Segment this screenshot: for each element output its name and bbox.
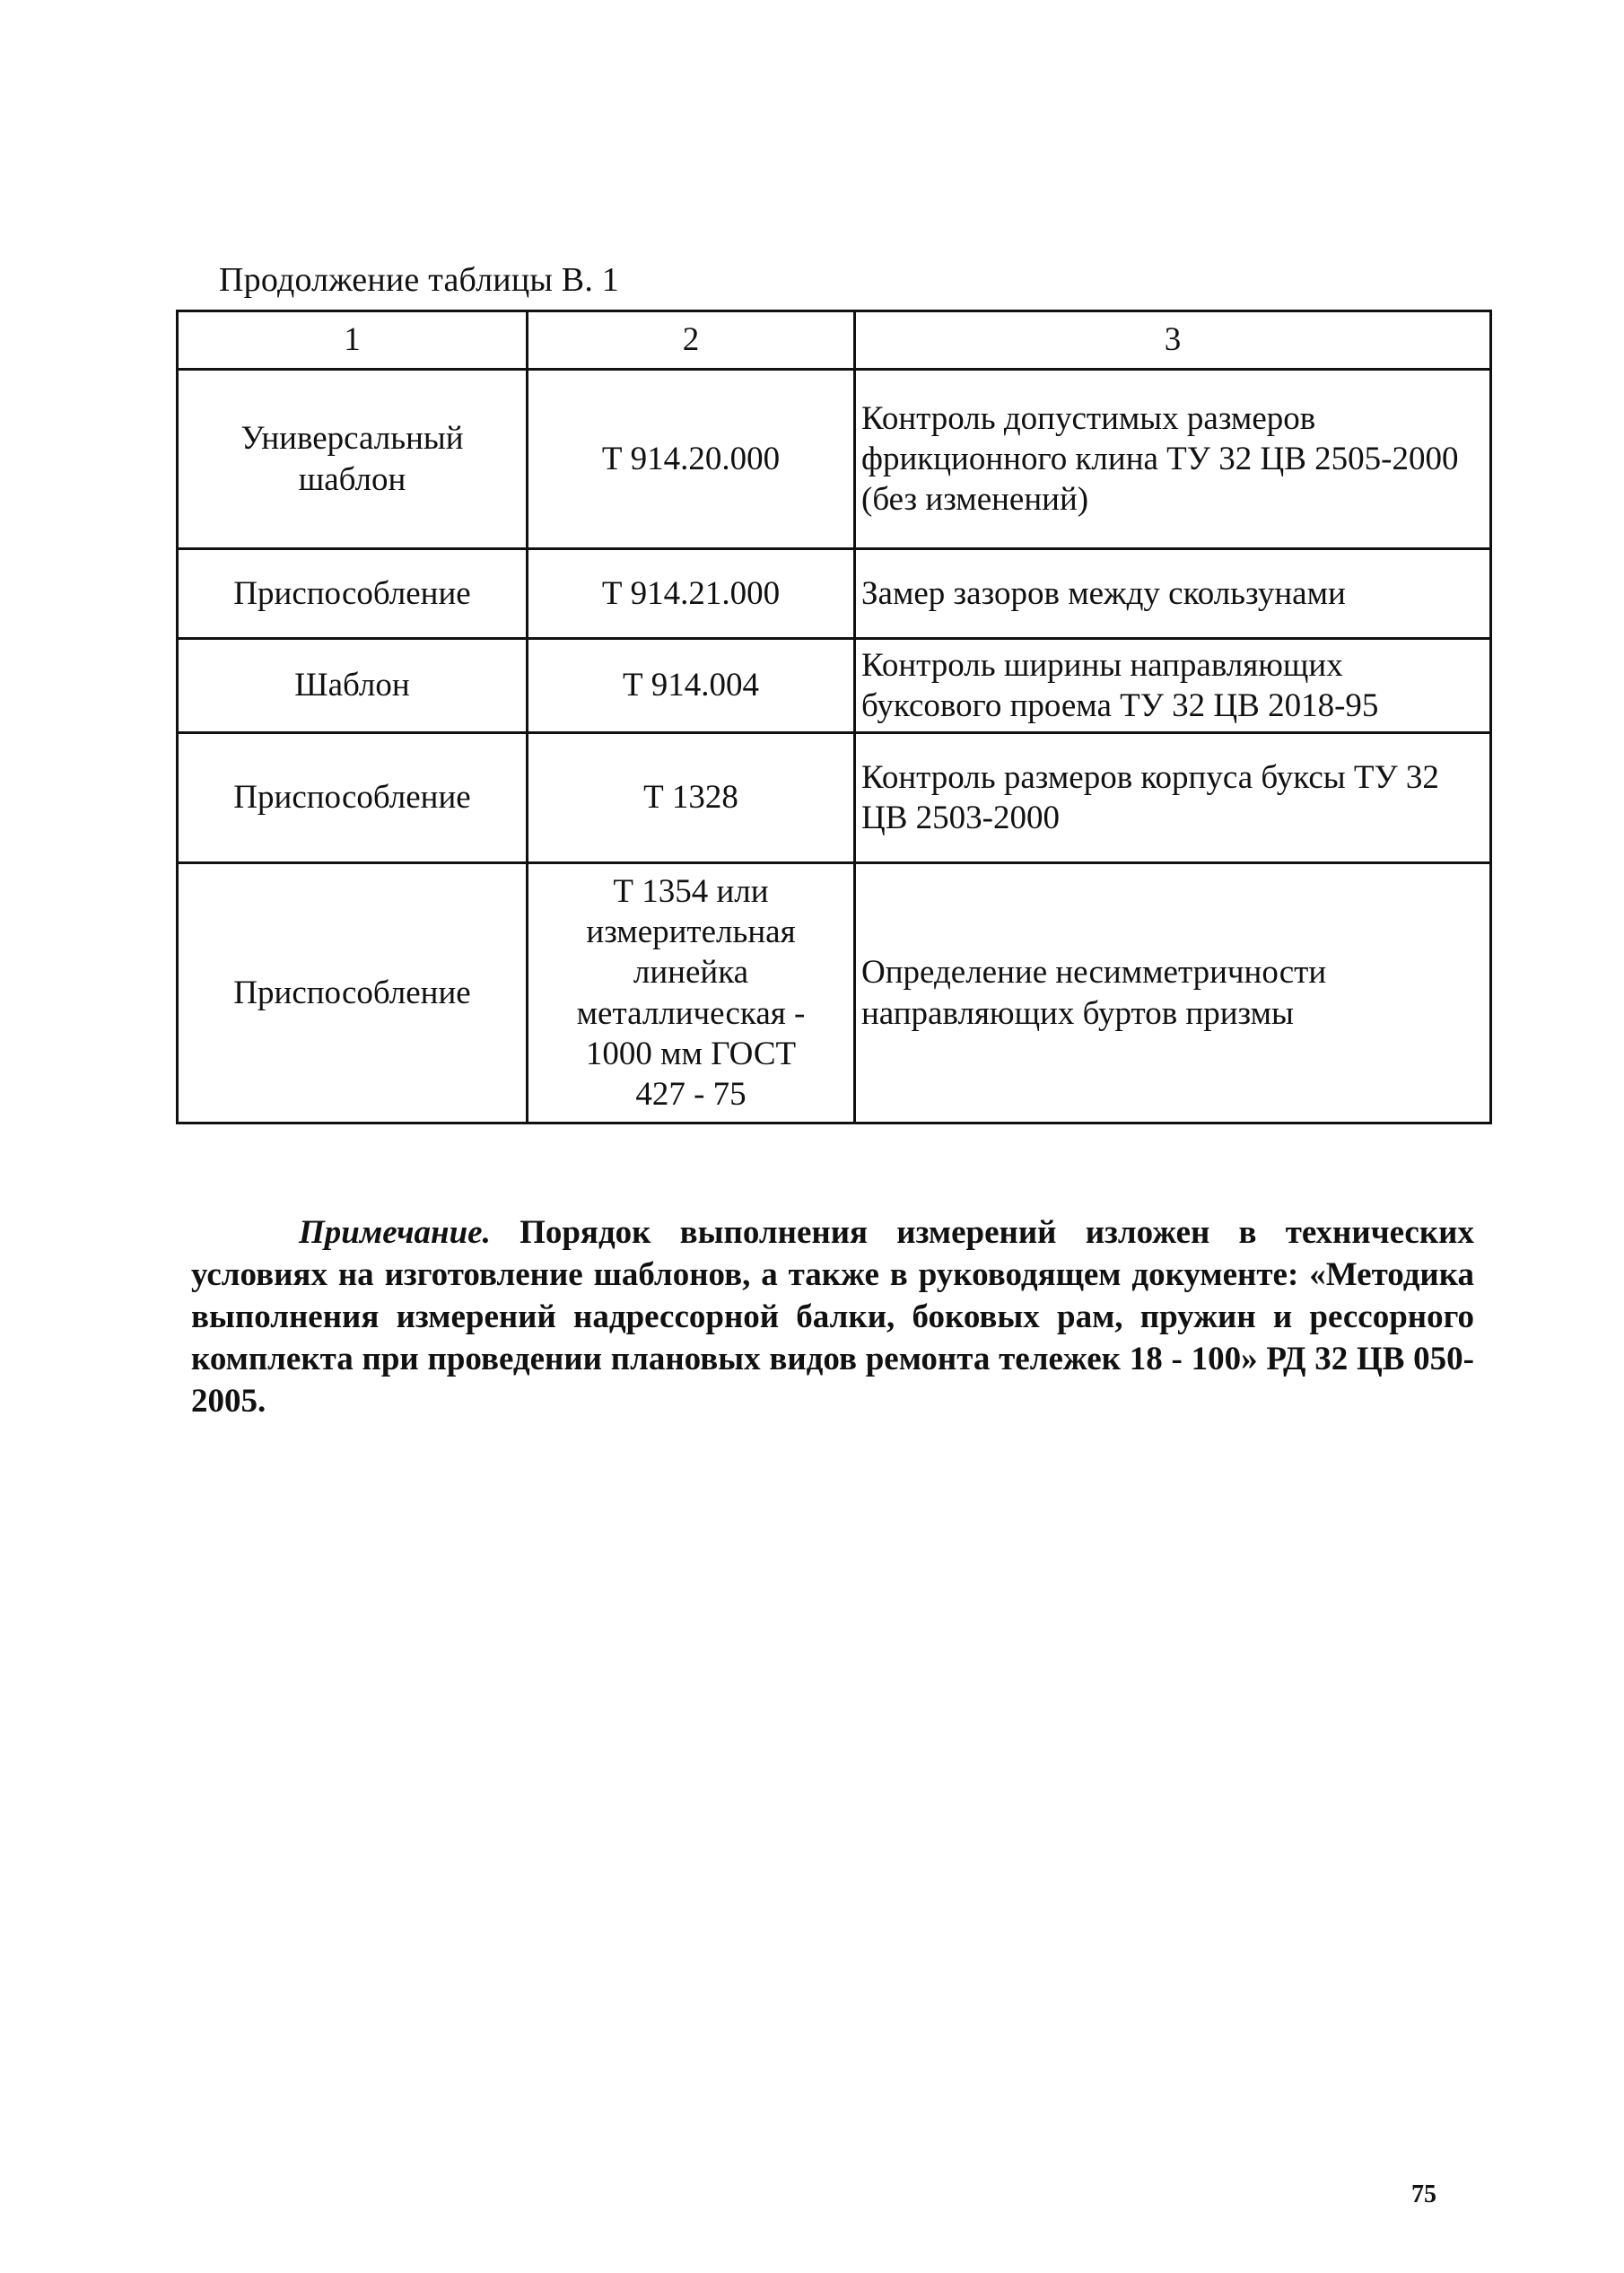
table-row [178,549,1491,639]
cell-purpose: Замер зазоров между скользунами [855,549,1491,639]
cell-purpose: Контроль допустимых размеров фрикционного клина ТУ 32 ЦВ 2505-2000 (без изменений) [855,370,1491,549]
page-number: 75 [1411,2181,1436,2208]
table-row [178,639,1491,733]
header-col-2: 2 [528,311,855,370]
table-row [178,733,1491,863]
cell-designation: Т 914.21.000 [528,549,855,639]
cell-designation: Т 914.20.000 [528,370,855,549]
table-caption: Продолжение таблицы В. 1 [219,261,619,299]
table-row [178,863,1491,1123]
note-paragraph [191,1211,1474,1422]
cell-tool-name: Приспособление [178,863,528,1123]
table-row [178,370,1491,549]
header-col-1: 1 [178,311,528,370]
cell-tool-name: Шаблон [178,639,528,733]
header-col-3: 3 [855,311,1491,370]
cell-tool-name: Универсальный шаблон [178,370,528,549]
cell-designation: Т 1328 [528,733,855,863]
table-header-row [178,311,1491,370]
cell-purpose: Контроль размеров корпуса буксы ТУ 32 ЦВ 2503-2000 [855,733,1491,863]
cell-tool-name: Приспособление [178,549,528,639]
cell-designation: Т 1354 или измерительная линейка металлическая - 1000 мм ГОСТ 427 - 75 [528,863,855,1123]
instruments-table [176,310,1492,1124]
note-text: Порядок выполнения измерений изложен в технических условиях на изготовление шаблонов, а также в руководящем документе: «Методика выполнения измерений надрессорной балки, боковых рам, пружин и рессорного комплекта при проведении плановых видов ремонта тележек 18 - 100» РД 32 ЦВ 050-2005. [191,1214,1474,1420]
note-label: Примечание. [299,1214,491,1251]
cell-tool-name: Приспособление [178,733,528,863]
cell-purpose: Определение несимметричности направляющих буртов призмы [855,863,1491,1123]
cell-purpose: Контроль ширины направляющих буксового проема ТУ 32 ЦВ 2018-95 [855,639,1491,733]
cell-designation: Т 914.004 [528,639,855,733]
